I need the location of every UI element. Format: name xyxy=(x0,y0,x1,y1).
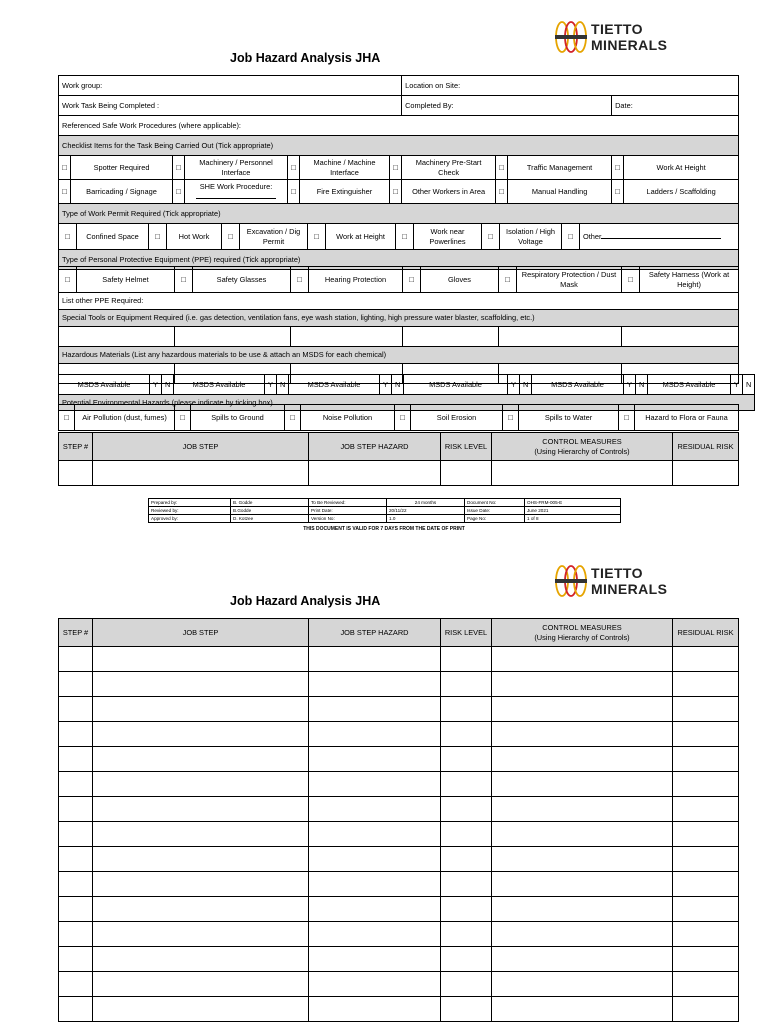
risk-cell[interactable] xyxy=(441,697,492,722)
msds-label: MSDS Available xyxy=(404,375,508,395)
hazard-cell[interactable] xyxy=(309,822,441,847)
risk-cell[interactable] xyxy=(441,461,492,486)
msds-yes[interactable]: Y xyxy=(380,375,392,395)
step-cell[interactable] xyxy=(59,697,93,722)
residual-cell[interactable] xyxy=(673,672,739,697)
table-row xyxy=(59,822,739,847)
checklist-item: Barricading / Signage xyxy=(71,180,173,204)
checkbox[interactable]: □ xyxy=(308,224,326,250)
permit-item: Work at Height xyxy=(326,224,396,250)
company-logo xyxy=(554,20,667,54)
risk-cell[interactable] xyxy=(441,947,492,972)
logo-line-2: MINERALS xyxy=(591,37,668,53)
permit-table xyxy=(58,223,739,270)
issue-date-label: Issue Date: xyxy=(465,507,525,515)
ppe-table xyxy=(58,266,739,384)
residual-cell[interactable] xyxy=(673,847,739,872)
control-cell[interactable] xyxy=(492,972,673,997)
checklist-item: Machinery Pre-Start Check xyxy=(402,156,496,180)
step-cell[interactable] xyxy=(59,672,93,697)
residual-cell[interactable] xyxy=(673,822,739,847)
residual-cell[interactable] xyxy=(673,797,739,822)
step-cell[interactable] xyxy=(59,997,93,1022)
permit-item: Work near Powerlines xyxy=(414,224,482,250)
ppe-item: Hearing Protection xyxy=(309,267,403,293)
job-step-cell[interactable] xyxy=(93,997,309,1022)
risk-cell[interactable] xyxy=(441,847,492,872)
page-title-2: Job Hazard Analysis JHA xyxy=(230,594,381,608)
checkbox[interactable]: □ xyxy=(288,156,300,180)
ppe-other-field[interactable]: List other PPE Required: xyxy=(59,293,739,310)
hazard-cell[interactable] xyxy=(309,722,441,747)
col-control-line1: CONTROL MEASURES xyxy=(542,437,622,447)
checkbox[interactable]: □ xyxy=(496,156,508,180)
control-cell[interactable] xyxy=(492,722,673,747)
checkbox[interactable]: □ xyxy=(390,180,402,204)
risk-cell[interactable] xyxy=(441,722,492,747)
tools-cell[interactable] xyxy=(499,327,622,347)
residual-cell[interactable] xyxy=(673,922,739,947)
col-hazard: JOB STEP HAZARD xyxy=(309,619,441,647)
step-cell[interactable] xyxy=(59,647,93,672)
job-step-cell[interactable] xyxy=(93,747,309,772)
control-cell[interactable] xyxy=(492,922,673,947)
checkbox[interactable]: □ xyxy=(285,405,301,431)
risk-cell[interactable] xyxy=(441,897,492,922)
checklist-item: Traffic Management xyxy=(508,156,612,180)
checkbox[interactable]: □ xyxy=(390,156,402,180)
ppe-item: Gloves xyxy=(421,267,499,293)
residual-cell[interactable] xyxy=(673,872,739,897)
checkbox[interactable]: □ xyxy=(59,180,71,204)
msds-no[interactable]: N xyxy=(392,375,404,395)
col-job-step: JOB STEP xyxy=(93,619,309,647)
table-row xyxy=(59,972,739,997)
checkbox[interactable]: □ xyxy=(396,224,414,250)
step-cell[interactable] xyxy=(59,822,93,847)
msds-yes[interactable]: Y xyxy=(624,375,636,395)
checklist-item: SHE Work Procedure: xyxy=(199,181,273,191)
tietto-logo-icon xyxy=(554,20,588,54)
job-step-cell[interactable] xyxy=(93,947,309,972)
checkbox[interactable]: □ xyxy=(403,267,421,293)
msds-no[interactable]: N xyxy=(162,375,174,395)
tools-cell[interactable] xyxy=(175,327,291,347)
table-row xyxy=(59,697,739,722)
table-row xyxy=(59,847,739,872)
permit-other-blank[interactable] xyxy=(601,231,721,239)
residual-cell[interactable] xyxy=(673,772,739,797)
step-cell[interactable] xyxy=(59,797,93,822)
col-control-line2: (Using Hierarchy of Controls) xyxy=(534,632,630,642)
she-procedure-item xyxy=(185,180,288,204)
permit-heading: Type of Work Permit Required (Tick appropriate) xyxy=(59,204,739,224)
doc-no-label: Document No: xyxy=(465,499,525,507)
checkbox[interactable]: □ xyxy=(59,267,77,293)
permit-item: Confined Space xyxy=(77,224,149,250)
step-cell[interactable] xyxy=(59,872,93,897)
step-cell[interactable] xyxy=(59,847,93,872)
tietto-logo-icon xyxy=(554,564,588,598)
msds-yes[interactable]: Y xyxy=(731,375,743,395)
residual-cell[interactable] xyxy=(673,647,739,672)
tools-cell[interactable] xyxy=(622,327,739,347)
checklist-item: Machine / Machine Interface xyxy=(300,156,390,180)
page-no-label: Page No: xyxy=(465,515,525,523)
tools-cell[interactable] xyxy=(403,327,499,347)
control-cell[interactable] xyxy=(492,461,673,486)
checklist-item: Fire Extinguisher xyxy=(300,180,390,204)
step-cell[interactable] xyxy=(59,722,93,747)
checkbox[interactable]: □ xyxy=(612,156,624,180)
ppe-heading: Type of Personal Protective Equipment (PPE) required (Tick appropriate) xyxy=(59,250,739,270)
checkbox[interactable]: □ xyxy=(149,224,167,250)
work-task-field[interactable]: Work Task Being Completed : xyxy=(59,96,402,116)
col-risk: RISK LEVEL xyxy=(441,433,492,461)
step-cell[interactable] xyxy=(59,772,93,797)
msds-label: MSDS Available xyxy=(648,375,731,395)
residual-cell[interactable] xyxy=(673,997,739,1022)
checkbox[interactable]: □ xyxy=(173,180,185,204)
page-title: Job Hazard Analysis JHA xyxy=(230,51,381,65)
version-label: Version No: xyxy=(309,515,387,523)
issue-date-value: June 2021 xyxy=(525,507,621,515)
version-value: 1.0 xyxy=(387,515,465,523)
msds-yes[interactable]: Y xyxy=(508,375,520,395)
control-cell[interactable] xyxy=(492,647,673,672)
control-cell[interactable] xyxy=(492,847,673,872)
table-row xyxy=(59,797,739,822)
job-step-cell[interactable] xyxy=(93,922,309,947)
checkbox[interactable]: □ xyxy=(562,224,580,250)
work-group-field[interactable]: Work group: xyxy=(59,76,402,96)
doc-no-value: OHS-FRM-005-E xyxy=(525,499,621,507)
col-control-line1: CONTROL MEASURES xyxy=(542,623,622,633)
msds-label: MSDS Available xyxy=(532,375,624,395)
steps-table-page2 xyxy=(58,618,739,1022)
checklist-heading: Checklist Items for the Task Being Carried Out (Tick appropriate) xyxy=(59,136,739,156)
checkbox[interactable]: □ xyxy=(175,405,191,431)
ppe-item: Respiratory Protection / Dust Mask xyxy=(517,267,622,293)
env-item: Spills to Ground xyxy=(191,405,285,431)
permit-other xyxy=(580,224,739,250)
col-control-line2: (Using Hierarchy of Controls) xyxy=(534,446,630,456)
col-residual: RESIDUAL RISK xyxy=(673,619,739,647)
step-cell[interactable] xyxy=(59,922,93,947)
logo-line-2: MINERALS xyxy=(591,581,668,597)
document-control-table xyxy=(148,498,621,523)
control-cell[interactable] xyxy=(492,872,673,897)
env-item: Noise Pollution xyxy=(301,405,395,431)
residual-cell[interactable] xyxy=(673,461,739,486)
col-control xyxy=(492,433,673,461)
reviewed-by-label: Reviewed by: xyxy=(149,507,231,515)
step-cell[interactable] xyxy=(59,747,93,772)
hazard-cell[interactable] xyxy=(309,772,441,797)
table-row xyxy=(59,922,739,947)
checkbox[interactable]: □ xyxy=(482,224,500,250)
risk-cell[interactable] xyxy=(441,822,492,847)
checklist-item: Machinery / Personnel Interface xyxy=(185,156,288,180)
checkbox[interactable]: □ xyxy=(173,156,185,180)
checklist-item: Manual Handling xyxy=(508,180,612,204)
steps-table-page1 xyxy=(58,432,739,486)
col-control xyxy=(492,619,673,647)
checkbox[interactable]: □ xyxy=(612,180,624,204)
checkbox[interactable]: □ xyxy=(59,405,75,431)
env-table xyxy=(58,404,739,431)
job-step-cell[interactable] xyxy=(93,797,309,822)
checkbox[interactable]: □ xyxy=(619,405,635,431)
hazard-cell[interactable] xyxy=(309,672,441,697)
checkbox[interactable]: □ xyxy=(503,405,519,431)
env-item: Air Pollution (dust, fumes) xyxy=(75,405,175,431)
table-row xyxy=(59,647,739,672)
hazard-cell[interactable] xyxy=(309,872,441,897)
permit-item: Hot Work xyxy=(167,224,222,250)
checkbox[interactable]: □ xyxy=(59,224,77,250)
env-item: Hazard to Flora or Fauna xyxy=(635,405,739,431)
hazard-cell[interactable] xyxy=(309,947,441,972)
msds-no[interactable]: N xyxy=(520,375,532,395)
table-row xyxy=(59,747,739,772)
env-item: Spills to Water xyxy=(519,405,619,431)
col-step: STEP # xyxy=(59,619,93,647)
msds-yes[interactable]: Y xyxy=(150,375,162,395)
checklist-item: Spotter Required xyxy=(71,156,173,180)
materials-heading: Hazardous Materials (List any hazardous materials to be use & attach an MSDS for each chemical) xyxy=(59,347,739,364)
control-cell[interactable] xyxy=(492,672,673,697)
table-row xyxy=(59,772,739,797)
checklist-item: Other Workers in Area xyxy=(402,180,496,204)
steps-body xyxy=(59,647,739,1022)
risk-cell[interactable] xyxy=(441,797,492,822)
risk-cell[interactable] xyxy=(441,647,492,672)
job-step-cell[interactable] xyxy=(93,461,309,486)
control-cell[interactable] xyxy=(492,822,673,847)
checkbox[interactable]: □ xyxy=(496,180,508,204)
col-job-step: JOB STEP xyxy=(93,433,309,461)
hazard-cell[interactable] xyxy=(309,847,441,872)
date-field[interactable]: Date: xyxy=(612,96,739,116)
company-logo-2 xyxy=(554,564,667,598)
checkbox[interactable]: □ xyxy=(622,267,640,293)
hazard-cell[interactable] xyxy=(309,647,441,672)
job-step-cell[interactable] xyxy=(93,822,309,847)
step-cell[interactable] xyxy=(59,897,93,922)
residual-cell[interactable] xyxy=(673,747,739,772)
to-review-value: 24 months xyxy=(387,499,465,507)
table-row xyxy=(59,997,739,1022)
logo-line-1: TIETTO xyxy=(591,21,643,37)
table-row xyxy=(59,672,739,697)
risk-cell[interactable] xyxy=(441,747,492,772)
job-step-cell[interactable] xyxy=(93,847,309,872)
hazard-cell[interactable] xyxy=(309,972,441,997)
job-step-cell[interactable] xyxy=(93,697,309,722)
risk-cell[interactable] xyxy=(441,972,492,997)
risk-cell[interactable] xyxy=(441,772,492,797)
checklist-item: Ladders / Scaffolding xyxy=(624,180,739,204)
control-cell[interactable] xyxy=(492,897,673,922)
job-step-cell[interactable] xyxy=(93,722,309,747)
residual-cell[interactable] xyxy=(673,947,739,972)
msds-label: MSDS Available xyxy=(59,375,150,395)
col-step: STEP # xyxy=(59,433,93,461)
hazard-cell[interactable] xyxy=(309,897,441,922)
prepared-by-value: B. Godde xyxy=(231,499,309,507)
approved-by-value: D. Kotzee xyxy=(231,515,309,523)
job-step-cell[interactable] xyxy=(93,672,309,697)
ppe-item: Safety Helmet xyxy=(77,267,175,293)
control-cell[interactable] xyxy=(492,947,673,972)
job-step-cell[interactable] xyxy=(93,647,309,672)
checklist-item: Work At Height xyxy=(624,156,739,180)
col-hazard: JOB STEP HAZARD xyxy=(309,433,441,461)
residual-cell[interactable] xyxy=(673,697,739,722)
tools-heading: Special Tools or Equipment Required (i.e. gas detection, ventilation fans, eye wash station, lighting, high pressure water blaster, scaffolding, etc.) xyxy=(59,310,739,327)
hazard-cell[interactable] xyxy=(309,797,441,822)
step-cell[interactable] xyxy=(59,972,93,997)
env-item: Soil Erosion xyxy=(411,405,503,431)
table-row xyxy=(59,722,739,747)
env-heading: Potential Environmental Hazards (please indicate by ticking box) xyxy=(59,395,755,411)
control-cell[interactable] xyxy=(492,772,673,797)
permit-item: Excavation / Dig Permit xyxy=(240,224,308,250)
job-step-cell[interactable] xyxy=(93,897,309,922)
checkbox[interactable]: □ xyxy=(395,405,411,431)
tools-cell[interactable] xyxy=(291,327,403,347)
jha-form-table xyxy=(58,75,739,224)
hazard-cell[interactable] xyxy=(309,697,441,722)
risk-cell[interactable] xyxy=(441,997,492,1022)
checkbox[interactable]: □ xyxy=(499,267,517,293)
control-cell[interactable] xyxy=(492,997,673,1022)
she-procedure-blank[interactable] xyxy=(196,191,276,199)
msds-no[interactable]: N xyxy=(277,375,289,395)
completed-by-field[interactable]: Completed By: xyxy=(402,96,612,116)
hazard-cell[interactable] xyxy=(309,922,441,947)
procedures-field[interactable]: Referenced Safe Work Procedures (where applicable): xyxy=(59,116,739,136)
checkbox[interactable]: □ xyxy=(59,156,71,180)
job-step-cell[interactable] xyxy=(93,872,309,897)
msds-no[interactable]: N xyxy=(743,375,755,395)
validity-note: THIS DOCUMENT IS VALID FOR 7 DAYS FROM THE DATE OF PRINT xyxy=(303,526,465,532)
checkbox[interactable]: □ xyxy=(291,267,309,293)
col-risk: RISK LEVEL xyxy=(441,619,492,647)
step-cell[interactable] xyxy=(59,947,93,972)
print-date-value: 20/11/22 xyxy=(387,507,465,515)
page-no-value: 1 of 8 xyxy=(525,515,621,523)
checkbox[interactable]: □ xyxy=(222,224,240,250)
residual-cell[interactable] xyxy=(673,897,739,922)
col-residual: RESIDUAL RISK xyxy=(673,433,739,461)
checkbox[interactable]: □ xyxy=(288,180,300,204)
hazard-cell[interactable] xyxy=(309,997,441,1022)
permit-item: Isolation / High Voltage xyxy=(500,224,562,250)
job-step-cell[interactable] xyxy=(93,772,309,797)
location-field[interactable]: Location on Site: xyxy=(402,76,739,96)
msds-yes[interactable]: Y xyxy=(265,375,277,395)
ppe-item: Safety Glasses xyxy=(193,267,291,293)
hazard-cell[interactable] xyxy=(309,461,441,486)
checkbox[interactable]: □ xyxy=(175,267,193,293)
table-row xyxy=(59,897,739,922)
risk-cell[interactable] xyxy=(441,922,492,947)
msds-label: MSDS Available xyxy=(289,375,380,395)
print-date-label: Print Date: xyxy=(309,507,387,515)
tools-cell[interactable] xyxy=(59,327,175,347)
risk-cell[interactable] xyxy=(441,672,492,697)
control-cell[interactable] xyxy=(492,697,673,722)
msds-no[interactable]: N xyxy=(636,375,648,395)
approved-by-label: Approved by: xyxy=(149,515,231,523)
to-review-label: To Be Reviewed: xyxy=(309,499,387,507)
prepared-by-label: Prepared by: xyxy=(149,499,231,507)
table-row xyxy=(59,872,739,897)
table-row xyxy=(59,947,739,972)
control-cell[interactable] xyxy=(492,747,673,772)
msds-label: MSDS Available xyxy=(174,375,265,395)
control-cell[interactable] xyxy=(492,797,673,822)
step-cell[interactable] xyxy=(59,461,93,486)
job-step-cell[interactable] xyxy=(93,972,309,997)
risk-cell[interactable] xyxy=(441,872,492,897)
ppe-item: Safety Harness (Work at Height) xyxy=(640,267,739,293)
hazard-cell[interactable] xyxy=(309,747,441,772)
reviewed-by-value: B.Godde xyxy=(231,507,309,515)
logo-line-1: TIETTO xyxy=(591,565,643,581)
residual-cell[interactable] xyxy=(673,972,739,997)
permit-other-label: Other xyxy=(583,232,602,242)
residual-cell[interactable] xyxy=(673,722,739,747)
